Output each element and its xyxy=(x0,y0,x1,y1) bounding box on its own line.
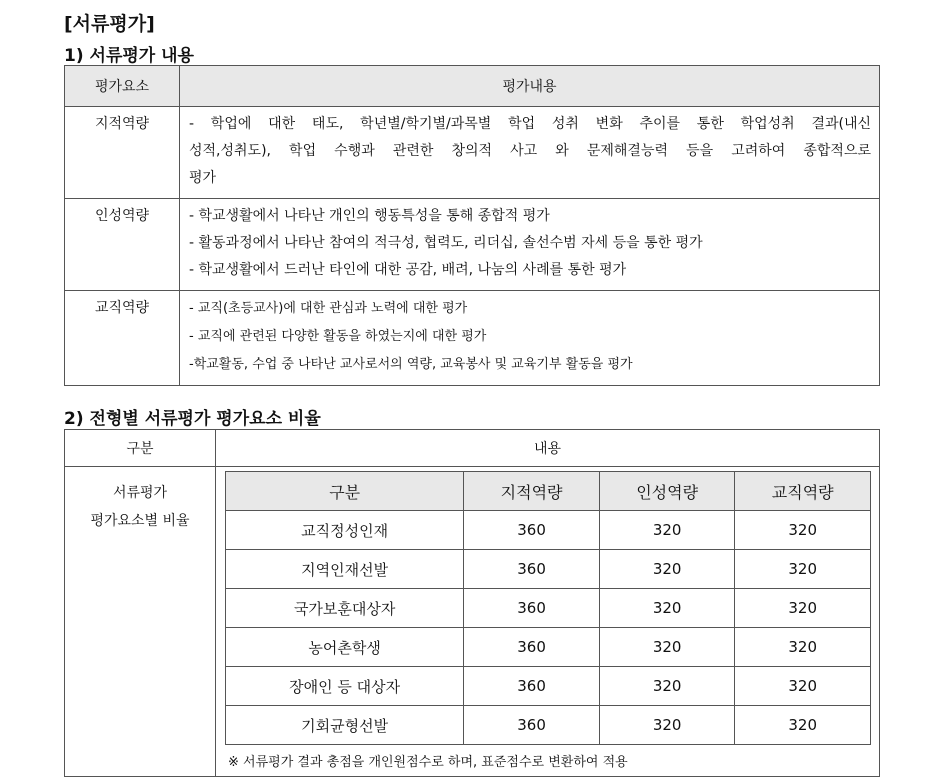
score-cell: 320 xyxy=(735,511,871,550)
inner-header: 구분 xyxy=(226,472,464,511)
table-row xyxy=(65,291,880,386)
table-row xyxy=(65,107,880,199)
content-line: - 학교생활에서 드러난 타인에 대한 공감, 배려, 나눔의 사례를 통한 평가 xyxy=(189,262,627,278)
label-line: 서류평가 xyxy=(112,485,168,501)
score-cell: 360 xyxy=(464,667,600,706)
content-line: 평가 xyxy=(189,170,217,186)
row-content xyxy=(180,199,880,291)
score-cell: 320 xyxy=(599,667,735,706)
page-title: [서류평가] xyxy=(64,13,155,35)
col-header-content: 내용 xyxy=(216,430,880,467)
score-cell: 320 xyxy=(735,550,871,589)
table-row xyxy=(226,628,871,667)
admission-type: 지역인재선발 xyxy=(226,550,464,589)
content-line: - 학업에 대한 태도, 학년별/학기별/과목별 학업 성취 변화 추이를 통한 학업성취 결과(내신 xyxy=(189,116,871,132)
score-cell: 360 xyxy=(464,589,600,628)
row-label: 인성역량 xyxy=(65,199,180,291)
admission-type: 농어촌학생 xyxy=(226,628,464,667)
score-cell: 320 xyxy=(599,511,735,550)
footnote: ※ 서류평가 결과 총점을 개인원점수로 하며, 표준점수로 변환하여 적용 xyxy=(228,755,628,770)
table-row xyxy=(226,511,871,550)
content-line: -학교활동, 수업 중 나타난 교사로서의 역량, 교육봉사 및 교육기부 활동을 평가 xyxy=(189,357,633,372)
score-cell: 320 xyxy=(735,589,871,628)
ratio-table xyxy=(64,429,880,777)
content-line: - 교직에 관련된 다양한 활동을 하였는지에 대한 평가 xyxy=(189,329,487,344)
score-cell: 360 xyxy=(464,550,600,589)
content-line: - 학교생활에서 나타난 개인의 행동특성을 통해 종합적 평가 xyxy=(189,208,550,224)
admission-type: 국가보훈대상자 xyxy=(226,589,464,628)
label-line: 평가요소별 비율 xyxy=(90,513,190,529)
section2-heading: 2) 전형별 서류평가 평가요소 비율 xyxy=(64,409,321,429)
row-content xyxy=(180,291,880,386)
score-cell: 320 xyxy=(735,628,871,667)
table-row xyxy=(226,667,871,706)
score-cell: 320 xyxy=(735,667,871,706)
ratio-inner-table xyxy=(225,471,871,745)
admission-type: 기회균형선발 xyxy=(226,706,464,745)
ratio-cell xyxy=(216,467,880,777)
table-row xyxy=(65,199,880,291)
row-label xyxy=(65,467,216,777)
inner-header: 지적역량 xyxy=(464,472,600,511)
evaluation-content-table xyxy=(64,65,880,386)
score-cell: 320 xyxy=(599,706,735,745)
score-cell: 320 xyxy=(735,706,871,745)
table-row xyxy=(226,550,871,589)
col-header-category: 구분 xyxy=(65,430,216,467)
row-label: 지적역량 xyxy=(65,107,180,199)
score-cell: 320 xyxy=(599,628,735,667)
inner-header: 인성역량 xyxy=(599,472,735,511)
content-line: - 활동과정에서 나타난 참여의 적극성, 협력도, 리더십, 솔선수범 자세 등을 통한 평가 xyxy=(189,235,703,251)
score-cell: 320 xyxy=(599,550,735,589)
score-cell: 320 xyxy=(599,589,735,628)
row-content xyxy=(180,107,880,199)
inner-header: 교직역량 xyxy=(735,472,871,511)
score-cell: 360 xyxy=(464,706,600,745)
score-cell: 360 xyxy=(464,511,600,550)
table-row xyxy=(226,706,871,745)
section1-heading: 1) 서류평가 내용 xyxy=(64,46,194,66)
row-label: 교직역량 xyxy=(65,291,180,386)
col-header-element: 평가요소 xyxy=(65,66,180,107)
content-line: - 교직(초등교사)에 대한 관심과 노력에 대한 평가 xyxy=(189,301,468,316)
table-row xyxy=(226,589,871,628)
admission-type: 교직정성인재 xyxy=(226,511,464,550)
col-header-content: 평가내용 xyxy=(180,66,880,107)
admission-type: 장애인 등 대상자 xyxy=(226,667,464,706)
content-line: 성적,성취도), 학업 수행과 관련한 창의적 사고 와 문제해결능력 등을 고려하여 종합적으로 xyxy=(189,143,871,159)
score-cell: 360 xyxy=(464,628,600,667)
